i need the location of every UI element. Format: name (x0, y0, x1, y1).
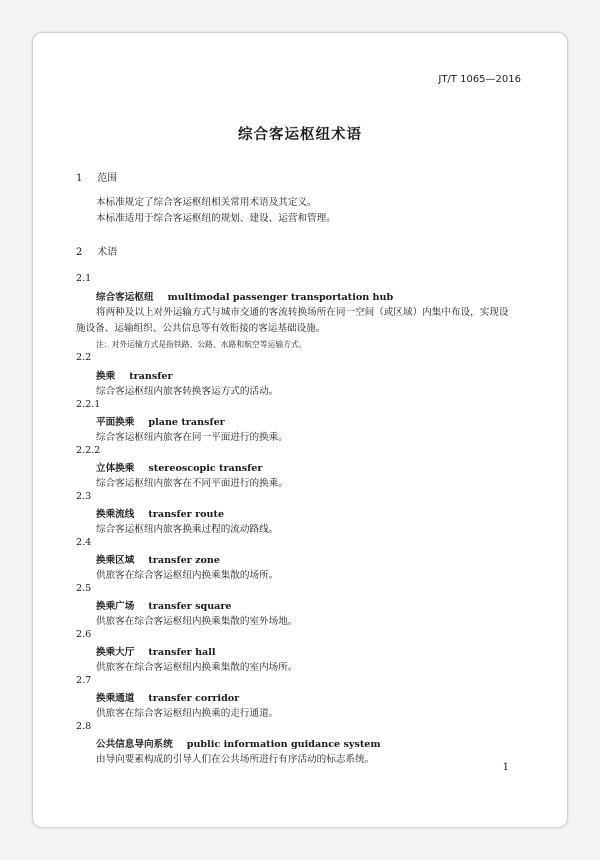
section-title: 术语 (97, 247, 118, 258)
term-zh: 立体换乘 (96, 463, 135, 474)
term-en: transfer square (148, 601, 232, 612)
standard-code: JT/T 1065—2016 (438, 74, 521, 85)
document-page (32, 32, 568, 828)
term-definition: 由导向要素构成的引导人们在公共场所进行有序活动的标志系统。 (96, 754, 375, 765)
scope-paragraph-2: 本标准适用于综合客运枢纽的规划、建设、运营和管理。 (96, 213, 336, 224)
term-number: 2.1 (76, 273, 92, 284)
term-en: transfer corridor (148, 693, 240, 704)
term-definition: 供旅客在综合客运枢纽内换乘集散的室内场所。 (96, 662, 298, 673)
term-definition (76, 305, 536, 337)
term-en: stereoscopic transfer (148, 463, 263, 474)
term-heading (96, 460, 262, 474)
term-heading (96, 506, 224, 520)
term-definition: 供旅客在综合客运枢纽内换乘集散的室外场地。 (96, 616, 298, 627)
scope-paragraph-1: 本标准规定了综合客运枢纽相关常用术语及其定义。 (96, 197, 317, 208)
term-heading (96, 552, 220, 566)
term-number: 2.6 (76, 629, 92, 640)
term-number: 2.8 (76, 721, 92, 732)
page-number: 1 (502, 762, 509, 773)
term-number: 2.5 (76, 583, 92, 594)
term-definition: 综合客运枢纽内旅客在不同平面进行的换乘。 (96, 478, 288, 489)
term-heading (96, 736, 381, 750)
term-heading (96, 368, 173, 382)
term-definition-line-1: 将两种及以上对外运输方式与城市交通的客流转换场所在同一空间（或区域）内集中布设，实现设 (96, 307, 509, 318)
term-number: 2.2 (76, 352, 92, 363)
term-zh: 综合客运枢纽 (96, 292, 154, 303)
term-number: 2.2.1 (76, 399, 101, 410)
term-zh: 换乘大厅 (96, 647, 135, 658)
document-title: 综合客运枢纽术语 (238, 127, 362, 143)
term-definition-line-2: 施设备、运输组织、公共信息等有效衔接的客运基础设施。 (76, 323, 326, 334)
term-zh: 换乘通道 (96, 693, 135, 704)
term-heading (96, 644, 216, 658)
term-en: plane transfer (148, 417, 225, 428)
section-heading-scope (76, 169, 117, 184)
term-zh: 换乘流线 (96, 509, 135, 520)
section-heading-terms (76, 243, 117, 258)
term-definition: 供旅客在综合客运枢纽内换乘集散的场所。 (96, 570, 279, 581)
term-en: public information guidance system (186, 739, 381, 750)
term-en: transfer route (148, 509, 225, 520)
term-zh: 平面换乘 (96, 417, 135, 428)
term-definition: 综合客运枢纽内旅客转换客运方式的活动。 (96, 386, 279, 397)
section-title: 范围 (97, 173, 118, 184)
term-en: multimodal passenger transportation hub (167, 292, 394, 303)
term-number: 2.3 (76, 491, 92, 502)
term-number: 2.7 (76, 675, 92, 686)
term-number: 2.2.2 (76, 445, 101, 456)
term-zh: 换乘区域 (96, 555, 135, 566)
term-zh: 换乘广场 (96, 601, 135, 612)
term-en: transfer (129, 371, 173, 382)
term-definition: 综合客运枢纽内旅客在同一平面进行的换乘。 (96, 432, 288, 443)
term-heading (96, 414, 225, 428)
term-heading (96, 598, 232, 612)
term-number: 2.4 (76, 537, 92, 548)
term-heading (96, 690, 239, 704)
term-heading (96, 289, 393, 303)
section-number: 2 (76, 247, 83, 258)
section-number: 1 (76, 173, 83, 184)
term-note: 注：对外运输方式是指铁路、公路、水路和航空等运输方式。 (96, 340, 307, 349)
term-definition: 综合客运枢纽内旅客换乘过程的流动路线。 (96, 524, 279, 535)
term-zh: 公共信息导向系统 (96, 739, 173, 750)
term-zh: 换乘 (96, 371, 116, 382)
term-en: transfer hall (148, 647, 216, 658)
term-en: transfer zone (148, 555, 221, 566)
term-definition: 供旅客在综合客运枢纽内换乘的走行通道。 (96, 708, 279, 719)
